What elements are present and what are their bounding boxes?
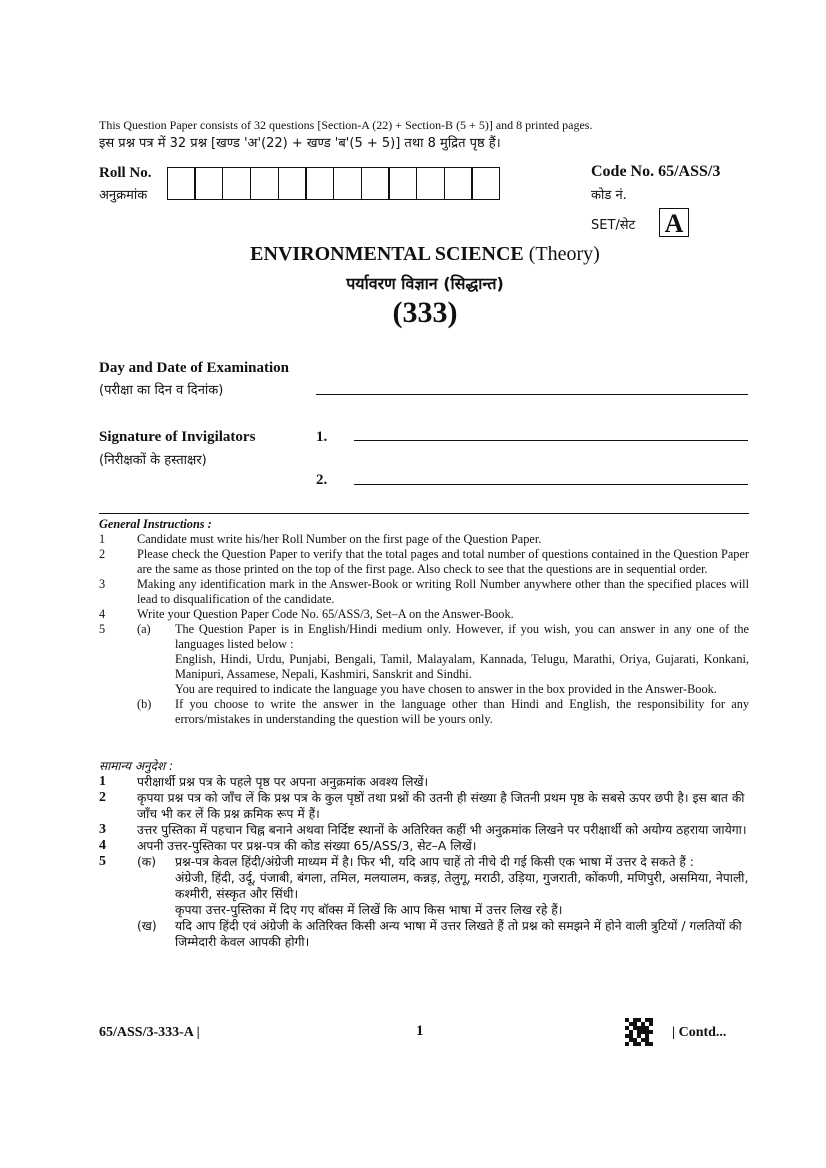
invigilator-2-number: 2. [316, 472, 328, 488]
instruction-number: 4 [99, 607, 106, 621]
instruction-text: Write your Question Paper Code No. 65/ASS/3, Set–A on the Answer-Book. [137, 607, 514, 621]
roll-number-box[interactable] [416, 167, 445, 200]
roll-number-box[interactable] [305, 167, 334, 200]
instruction-5a-languages: English, Hindi, Urdu, Punjabi, Bengali, Tamil, Malayalam, Kannada, Telugu, Marathi, Oriya, Gujarati, Konkani, Manipuri, Assamese, Nepali, Kashmiri, Sanskrit and Sindhi. [175, 652, 749, 681]
roll-number-box[interactable] [222, 167, 251, 200]
set-value-box: A [659, 208, 689, 237]
hindi-instruction-item-5 [99, 854, 749, 950]
footer-code: 65/ASS/3-333-A | [99, 1025, 200, 1040]
hindi-instructions [99, 758, 749, 950]
instruction-number: 5 [99, 854, 106, 869]
hindi-sublabel-b: (ख) [137, 919, 157, 933]
roll-number-box[interactable] [471, 167, 500, 200]
page-number: 1 [416, 1023, 424, 1039]
general-instructions [99, 517, 749, 727]
instruction-item [99, 607, 749, 622]
exam-date-label-hindi: (परीक्षा का दिन व दिनांक) [99, 383, 224, 398]
subject-title [0, 243, 826, 266]
instruction-5a-text: The Question Paper is in English/Hindi medium only. However, if you wish, you can answer in any one of the languages listed below : [175, 622, 749, 651]
instruction-number: 1 [99, 532, 106, 546]
subject-title-hindi: पर्यावरण विज्ञान (सिद्धान्त) [346, 274, 504, 293]
invigilator-2-line[interactable] [354, 484, 748, 485]
paper-info-english: This Question Paper consists of 32 questions [Section-A (22) + Section-B (5 + 5)] and 8 printed pages. [99, 118, 593, 132]
instruction-text: Making any identification mark in the Answer-Book or writing Roll Number anywhere other than the specified places will lead to disqualification of the candidate. [137, 577, 749, 606]
contd-label: | Contd... [672, 1025, 727, 1040]
hindi-5a-languages: अंग्रेजी, हिंदी, उर्दू, पंजाबी, बंगला, तमिल, मलयालम, कन्नड़, तेलुगू, मराठी, उड़िया, गुजराती, कोंकणी, मणिपुरी, असमिया, नेपाली, कश्मीरी, संस्कृत और सिंधी। [175, 871, 749, 901]
roll-number-box[interactable] [278, 167, 307, 200]
hindi-5a-note: कृपया उत्तर-पुस्तिका में दिए गए बॉक्स में लिखें कि आप किस भाषा में उत्तर लिख रहे हैं। [175, 903, 563, 917]
instruction-text: परीक्षार्थी प्रश्न पत्र के पहले पृष्ठ पर अपना अनुक्रमांक अवश्य लिखें। [137, 775, 429, 789]
roll-number-box[interactable] [333, 167, 362, 200]
instruction-item [99, 532, 749, 547]
instruction-item [99, 547, 749, 577]
instruction-sublabel-b: (b) [137, 697, 152, 711]
qr-code-icon [625, 1018, 653, 1046]
roll-number-box[interactable] [388, 167, 417, 200]
hindi-instructions-heading: सामान्य अनुदेश : [99, 759, 174, 773]
hindi-instruction-item [99, 774, 749, 790]
section-divider [99, 513, 749, 514]
instruction-number: 3 [99, 822, 106, 837]
instruction-number: 2 [99, 547, 106, 561]
instruction-number: 4 [99, 838, 106, 853]
instruction-text: अपनी उत्तर-पुस्तिका पर प्रश्न-पत्र की कोड संख्या 65/ASS/3, सेट–A लिखें। [137, 839, 477, 853]
invigilators-label: Signature of Invigilators [99, 429, 256, 445]
instruction-number: 5 [99, 622, 106, 636]
hindi-5b-text: यदि आप हिंदी एवं अंग्रेजी के अतिरिक्त किसी अन्य भाषा में उत्तर लिखते हैं तो प्रश्न को समझने में होने वाली त्रुटियों / गलतियों की जिम्मेदारी केवल आपकी होगी। [175, 919, 742, 949]
roll-number-box[interactable] [167, 167, 196, 200]
paper-info-hindi: इस प्रश्न पत्र में 32 प्रश्न [खण्ड 'अ'(22) + खण्ड 'ब'(5 + 5)] तथा 8 मुद्रित पृष्ठ हैं। [99, 136, 501, 151]
subject-title-theory: (Theory) [528, 243, 600, 265]
roll-number-box[interactable] [361, 167, 390, 200]
hindi-sublabel-a: (क) [137, 855, 157, 869]
instruction-number: 2 [99, 790, 106, 805]
instruction-number: 1 [99, 774, 106, 789]
hindi-instruction-item [99, 822, 749, 838]
invigilators-label-hindi: (निरीक्षकों के हस्ताक्षर) [99, 453, 207, 468]
roll-number-box[interactable] [194, 167, 223, 200]
roll-number-box[interactable] [250, 167, 279, 200]
instruction-item [99, 577, 749, 607]
roll-no-label: Roll No. [99, 165, 152, 181]
instruction-5b-text: If you choose to write the answer in the language other than Hindi and English, the responsibility for any errors/mistakes in understanding the question will be yours only. [175, 697, 749, 726]
code-number: Code No. 65/ASS/3 [591, 163, 721, 180]
roll-no-label-hindi: अनुक्रमांक [99, 188, 148, 203]
instruction-item-5 [99, 622, 749, 727]
instruction-5a-note: You are required to indicate the language you have chosen to answer in the box provided in the Answer-Book. [175, 682, 717, 696]
hindi-5a-text: प्रश्न-पत्र केवल हिंदी/अंग्रेजी माध्यम में है। फिर भी, यदि आप चाहें तो नीचे दी गई किसी एक भाषा में उत्तर दे सकते हैं : [175, 855, 694, 869]
exam-date-line[interactable] [316, 394, 748, 395]
subject-title-main: ENVIRONMENTAL SCIENCE [250, 243, 524, 265]
exam-date-label: Day and Date of Examination [99, 360, 290, 376]
subject-code: (333) [392, 296, 458, 329]
instruction-sublabel-a: (a) [137, 622, 151, 636]
instruction-number: 3 [99, 577, 106, 591]
general-instructions-heading: General Instructions : [99, 517, 212, 531]
instruction-text: Please check the Question Paper to verify that the total pages and total number of questions contained in the Question Paper are the same as those printed on the top of the first page. Also check to see that the questions are in sequential order. [137, 547, 749, 576]
set-label: SET/सेट [591, 218, 636, 233]
instruction-text: कृपया प्रश्न पत्र को जाँच लें कि प्रश्न पत्र के कुल पृष्ठों तथा प्रश्नों की उतनी ही संख्या है जितनी प्रथम पृष्ठ के सबसे ऊपर छपी है। इस बात की जाँच भी कर लें कि प्रश्न क्रमिक रूप में हैं। [137, 791, 745, 821]
roll-number-box[interactable] [444, 167, 473, 200]
instruction-text: Candidate must write his/her Roll Number on the first page of the Question Paper. [137, 532, 542, 546]
hindi-instruction-item [99, 790, 749, 822]
invigilator-1-line[interactable] [354, 440, 748, 441]
roll-number-boxes[interactable] [168, 167, 500, 200]
hindi-instruction-item [99, 838, 749, 854]
code-number-hindi: कोड नं. [591, 188, 627, 203]
invigilator-1-number: 1. [316, 429, 328, 445]
instruction-text: उत्तर पुस्तिका में पहचान चिह्न बनाने अथवा निर्दिष्ट स्थानों के अतिरिक्त कहीं भी अनुक्रमांक लिखने पर परीक्षार्थी को अयोग्य ठहराया जायेगा। [137, 823, 747, 837]
